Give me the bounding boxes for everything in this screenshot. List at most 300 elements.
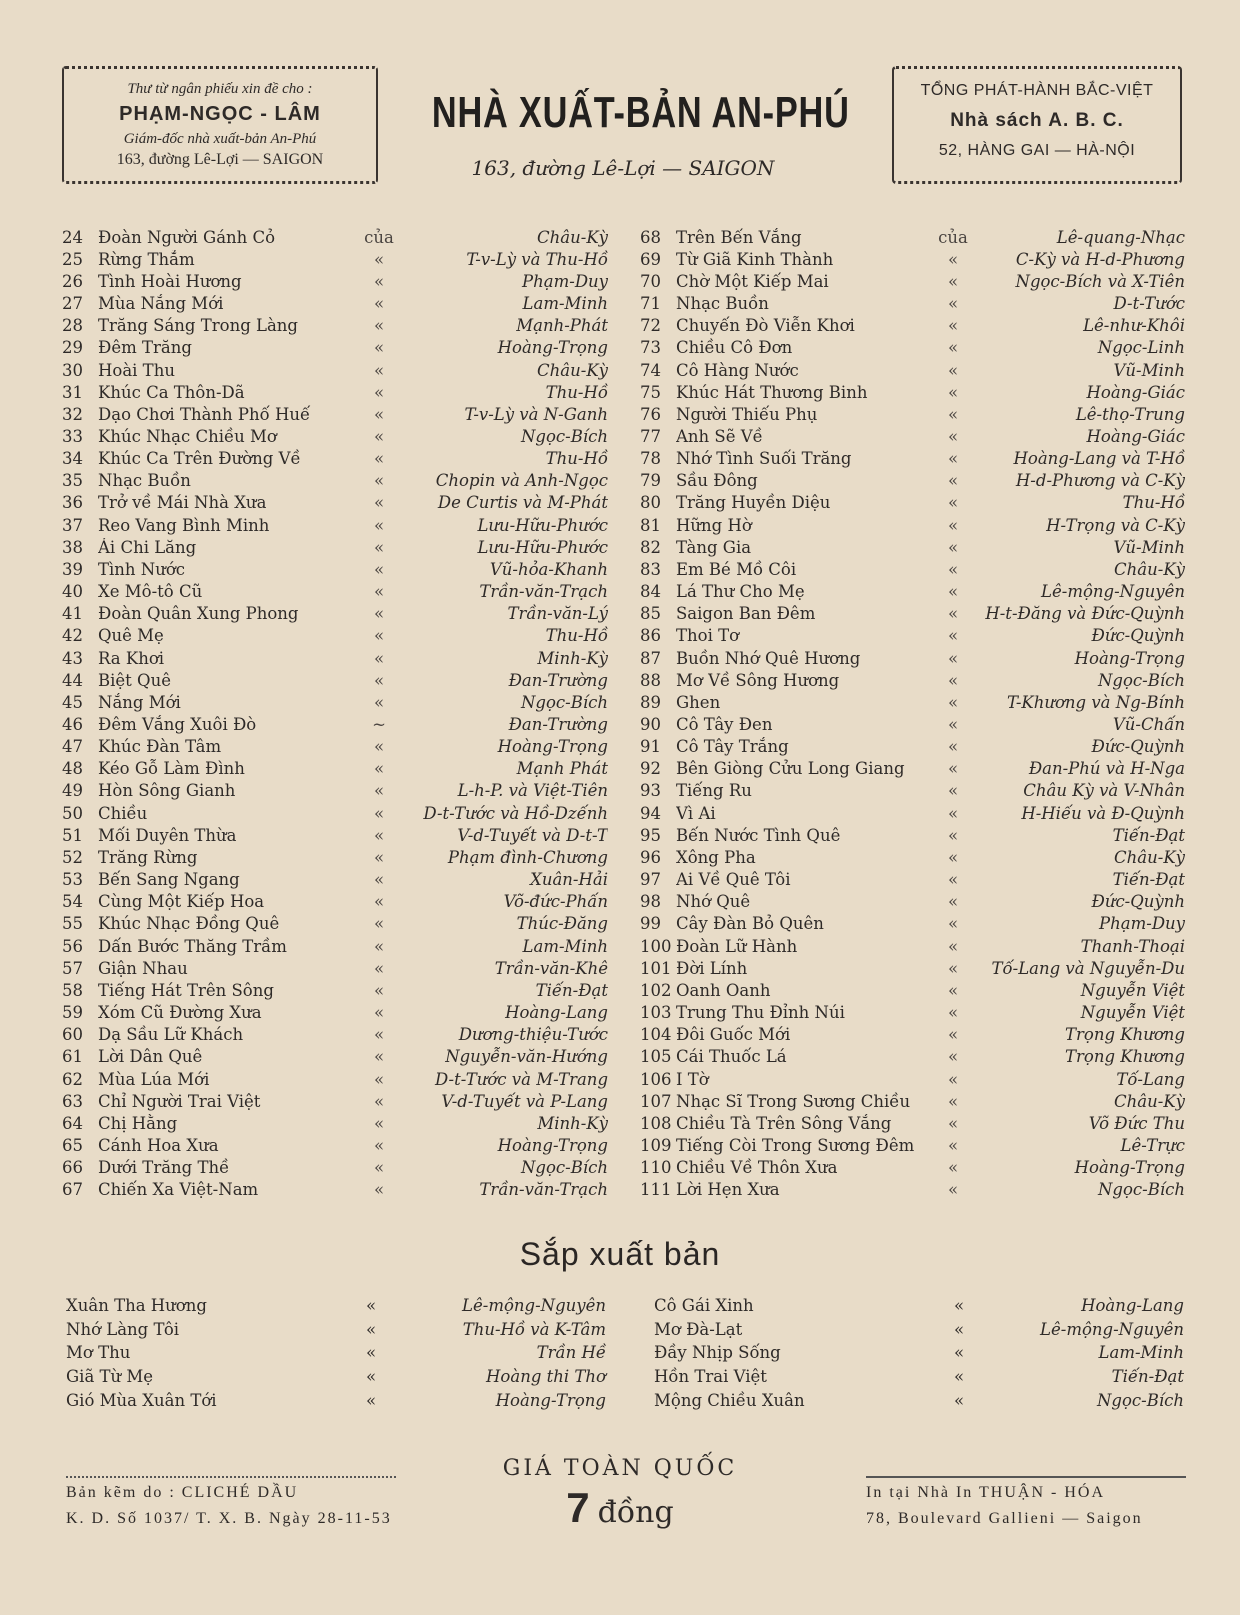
song-number: 83	[640, 559, 661, 579]
song-number: 36	[62, 493, 83, 513]
song-number: 52	[62, 847, 83, 867]
song-number: 103	[640, 1003, 672, 1023]
box-left-name: PHẠM-NGỌC - LÂM	[119, 103, 321, 125]
attribution-mark: «	[947, 604, 959, 624]
attribution-mark: «	[373, 1025, 385, 1045]
song-author: T-v-Lỳ và N-Ganh	[464, 404, 608, 424]
footer-right	[866, 1476, 1186, 1532]
song-number: 85	[640, 604, 661, 624]
attribution-mark: «	[947, 958, 959, 978]
song-row	[640, 581, 1185, 603]
song-title: Đoàn Lữ Hành	[676, 936, 798, 956]
attribution-mark: «	[947, 626, 959, 646]
upcoming-author: Lê-mộng-Nguyên	[462, 1296, 606, 1316]
song-author: De Curtis và M-Phát	[437, 493, 608, 513]
song-title: Ải Chi Lăng	[98, 537, 197, 557]
song-row	[62, 846, 608, 868]
song-number: 48	[62, 759, 83, 779]
box-right-line1: TỔNG PHÁT-HÀNH BẮC-VIỆT	[920, 82, 1154, 99]
song-list-left	[62, 226, 608, 1201]
attribution-mark: «	[947, 715, 959, 735]
upcoming-row	[66, 1341, 606, 1365]
song-number: 50	[62, 803, 83, 823]
song-author: H-t-Đăng và Đức-Quỳnh	[985, 604, 1185, 624]
song-row	[640, 558, 1185, 580]
song-number: 24	[62, 227, 83, 247]
song-row	[62, 957, 608, 979]
song-number: 27	[62, 294, 83, 314]
song-author: H-Trọng và C-Kỳ	[1046, 515, 1185, 535]
upcoming-author: Trần Hề	[536, 1343, 606, 1363]
song-author: Ngọc-Bích	[520, 1158, 608, 1178]
song-row	[62, 758, 608, 780]
attribution-mark: «	[947, 1069, 959, 1089]
song-number: 91	[640, 737, 661, 757]
song-number: 63	[62, 1091, 83, 1111]
upcoming-row	[654, 1294, 1184, 1318]
song-row	[640, 470, 1185, 492]
song-row	[62, 536, 608, 558]
song-author: Châu Kỳ và V-Nhân	[1023, 781, 1185, 801]
box-left-line1: Thư từ ngân phiếu xin đề cho :	[127, 81, 313, 97]
song-row	[640, 625, 1185, 647]
box-right-name: Nhà sách A. B. C.	[950, 110, 1124, 131]
song-title: Chiều Cô Đơn	[676, 338, 793, 358]
song-number: 31	[62, 382, 83, 402]
song-number: 74	[640, 360, 661, 380]
song-list-right	[640, 226, 1185, 1201]
attribution-mark: «	[947, 338, 959, 358]
song-title: Khúc Ca Thôn-Dã	[98, 382, 245, 402]
song-title: Đêm Vắng Xuôi Đò	[98, 715, 257, 735]
upcoming-row	[654, 1318, 1184, 1342]
song-title: Lời Hẹn Xưa	[676, 1180, 780, 1200]
attribution-mark: «	[373, 559, 385, 579]
song-row	[62, 1024, 608, 1046]
song-number: 32	[62, 404, 83, 424]
song-title: Chiều Tà Trên Sông Vắng	[676, 1113, 892, 1133]
song-author: Phạm đình-Chương	[447, 847, 608, 867]
attribution-mark: «	[373, 936, 385, 956]
attribution-mark: «	[947, 582, 959, 602]
song-title: Nắng Mới	[98, 692, 181, 712]
song-title: Chiều	[98, 803, 148, 823]
song-author: Ngọc-Bích và X-Tiên	[1015, 271, 1185, 291]
footer-printer-address: 78, Boulevard Gallieni — Saigon	[866, 1510, 1143, 1527]
attribution-mark: «	[947, 449, 959, 469]
song-number: 67	[62, 1180, 83, 1200]
attribution-mark: «	[947, 271, 959, 291]
song-author: Trọng Khương	[1065, 1047, 1185, 1067]
box-left-line3: Giám-đốc nhà xuất-bản An-Phú	[123, 131, 317, 147]
song-number: 58	[62, 980, 83, 1000]
attribution-mark: «	[947, 559, 959, 579]
song-row	[62, 425, 608, 447]
upcoming-title: Đầy Nhịp Sống	[654, 1343, 781, 1363]
song-row	[640, 979, 1185, 1001]
song-title: Reo Vang Bình Minh	[98, 515, 270, 535]
attribution-mark: «	[373, 648, 385, 668]
upcoming-title: Mộng Chiều Xuân	[654, 1390, 805, 1410]
song-row	[62, 492, 608, 514]
song-title: Khúc Đàn Tâm	[98, 737, 222, 757]
song-row	[62, 1157, 608, 1179]
price-unit: đồng	[597, 1495, 674, 1530]
song-row	[640, 315, 1185, 337]
song-author: Châu-Kỳ	[1114, 559, 1185, 579]
song-title: Ghen	[676, 692, 721, 712]
attribution-mark: của	[364, 227, 394, 247]
song-title: Trên Bến Vắng	[676, 227, 802, 247]
song-row	[62, 780, 608, 802]
attribution-mark: «	[373, 493, 385, 513]
attribution-mark: «	[373, 449, 385, 469]
song-author: Hoàng-Giác	[1086, 382, 1185, 402]
song-row	[640, 381, 1185, 403]
song-author: Nguyễn Việt	[1080, 980, 1185, 1000]
song-title: Chờ Một Kiếp Mai	[676, 271, 829, 291]
attribution-mark: «	[373, 803, 385, 823]
song-row	[62, 1046, 608, 1068]
song-title: Nhớ Quê	[676, 892, 751, 912]
price	[420, 1484, 820, 1532]
song-number: 104	[640, 1025, 672, 1045]
upcoming-row	[654, 1341, 1184, 1365]
song-number: 111	[640, 1180, 672, 1200]
song-row	[62, 935, 608, 957]
song-number: 38	[62, 537, 83, 557]
song-row	[62, 1112, 608, 1134]
song-number: 79	[640, 471, 661, 491]
song-title: Cô Hàng Nước	[676, 360, 799, 380]
attribution-mark: «	[365, 1390, 377, 1410]
song-title: Dạo Chơi Thành Phố Huế	[98, 404, 311, 424]
song-title: Đôi Guốc Mới	[676, 1025, 791, 1045]
song-author: Châu-Kỳ	[1114, 1091, 1185, 1111]
song-row	[640, 647, 1185, 669]
song-title: Chỉ Người Trai Việt	[98, 1091, 261, 1111]
song-title: Hoài Thu	[98, 360, 175, 380]
song-author: Trọng Khương	[1065, 1025, 1185, 1045]
attribution-mark: «	[947, 471, 959, 491]
song-row	[640, 935, 1185, 957]
attribution-mark: «	[365, 1367, 377, 1387]
song-row	[640, 846, 1185, 868]
song-author: Trần-văn-Lý	[507, 604, 608, 624]
song-author: Vũ-Chấn	[1112, 715, 1185, 735]
attribution-mark: «	[953, 1296, 965, 1316]
attribution-mark: «	[947, 737, 959, 757]
attribution-mark: «	[947, 382, 959, 402]
song-number: 34	[62, 449, 83, 469]
song-number: 25	[62, 249, 83, 269]
song-row	[640, 492, 1185, 514]
song-row	[62, 1179, 608, 1201]
song-title: Cái Thuốc Lá	[676, 1047, 787, 1067]
upcoming-author: Hoàng thi Thơ	[486, 1367, 606, 1387]
price-label: GIÁ TOÀN QUỐC	[502, 1456, 738, 1481]
song-author: Vũ-hỏa-Khanh	[489, 559, 608, 579]
song-author: Đức-Quỳnh	[1091, 892, 1185, 912]
song-row	[62, 558, 608, 580]
song-number: 43	[62, 648, 83, 668]
song-number: 56	[62, 936, 83, 956]
song-number: 96	[640, 847, 661, 867]
upcoming-list-left	[66, 1294, 606, 1412]
song-author: Ngọc-Bích	[1097, 670, 1185, 690]
song-row	[62, 315, 608, 337]
attribution-mark: «	[373, 426, 385, 446]
song-number: 101	[640, 958, 672, 978]
song-row	[62, 337, 608, 359]
attribution-mark: «	[373, 781, 385, 801]
attribution-mark: ~	[372, 715, 386, 735]
song-number: 109	[640, 1135, 672, 1155]
song-title: Bến Nước Tình Quê	[676, 825, 841, 845]
attribution-mark: «	[947, 1025, 959, 1045]
attribution-mark: «	[947, 1003, 959, 1023]
song-author: Lê-quang-Nhạc	[1056, 227, 1185, 247]
song-row	[62, 824, 608, 846]
song-row	[640, 403, 1185, 425]
attribution-mark: của	[938, 227, 968, 247]
song-title: Cô Tây Đen	[676, 715, 773, 735]
box-right-line3: 52, HÀNG GAI — HÀ-NỘI	[938, 142, 1136, 159]
attribution-mark: «	[947, 870, 959, 890]
song-number: 69	[640, 249, 661, 269]
song-author: Châu-Kỳ	[537, 227, 608, 247]
song-title: Dưới Trăng Thề	[98, 1158, 230, 1178]
song-number: 106	[640, 1069, 672, 1089]
song-author: Hoàng-Trọng	[497, 338, 608, 358]
song-number: 66	[62, 1158, 83, 1178]
attribution-mark: «	[373, 670, 385, 690]
song-title: Đoàn Quân Xung Phong	[98, 604, 299, 624]
song-author: Lam-Minh	[522, 936, 608, 956]
footer-permit: K. D. Số 1037/ T. X. B. Ngày 28-11-53	[66, 1510, 392, 1527]
attribution-mark: «	[953, 1343, 965, 1363]
song-author: Hoàng-Trọng	[1074, 648, 1185, 668]
song-number: 33	[62, 426, 83, 446]
song-row	[640, 713, 1185, 735]
attribution-mark: «	[947, 537, 959, 557]
song-row	[640, 802, 1185, 824]
song-author: C-Kỳ và H-d-Phương	[1015, 249, 1185, 269]
song-number: 80	[640, 493, 661, 513]
attribution-mark: «	[953, 1367, 965, 1387]
song-row	[62, 581, 608, 603]
song-row	[62, 292, 608, 314]
song-row	[640, 1157, 1185, 1179]
song-title: Quê Mẹ	[98, 626, 164, 646]
attribution-mark: «	[373, 980, 385, 1000]
song-number: 54	[62, 892, 83, 912]
song-title: Từ Giã Kinh Thành	[676, 249, 834, 269]
song-author: Châu-Kỳ	[1114, 847, 1185, 867]
song-title: Mùa Nắng Mới	[98, 294, 224, 314]
song-title: Trăng Sáng Trong Làng	[98, 316, 298, 336]
song-title: Biệt Quê	[98, 670, 171, 690]
song-number: 39	[62, 559, 83, 579]
song-row	[640, 669, 1185, 691]
song-number: 90	[640, 715, 661, 735]
upcoming-title: Mơ Đà-Lạt	[654, 1319, 743, 1339]
song-title: Đêm Trăng	[98, 338, 192, 358]
song-row	[62, 470, 608, 492]
song-number: 29	[62, 338, 83, 358]
song-number: 30	[62, 360, 83, 380]
upcoming-title: Hồn Trai Việt	[654, 1367, 767, 1387]
song-title: Rừng Thẳm	[98, 249, 195, 269]
song-number: 44	[62, 670, 83, 690]
song-title: Tiếng Còi Trong Sương Đêm	[676, 1135, 915, 1155]
song-number: 88	[640, 670, 661, 690]
song-author: Lê-Trực	[1120, 1135, 1185, 1155]
song-title: Lời Dân Quê	[98, 1047, 203, 1067]
song-row	[62, 1090, 608, 1112]
song-title: Chiều Về Thôn Xưa	[676, 1158, 838, 1178]
attribution-mark: «	[947, 426, 959, 446]
upcoming-heading: Sắp xuất bản	[519, 1236, 721, 1272]
song-author: Vũ-Minh	[1113, 360, 1185, 380]
upcoming-row	[654, 1365, 1184, 1389]
attribution-mark: «	[947, 1180, 959, 1200]
song-row	[62, 691, 608, 713]
song-author: Dương-thiệu-Tước	[458, 1025, 608, 1045]
footer-printer: In tại Nhà In THUẬN - HÓA	[866, 1484, 1105, 1501]
attribution-mark: «	[373, 471, 385, 491]
song-author: Hoàng-Trọng	[497, 737, 608, 757]
song-title: Tiếng Hát Trên Sông	[98, 980, 274, 1000]
attribution-mark: «	[947, 1113, 959, 1133]
song-row	[640, 891, 1185, 913]
song-author: Vũ-Minh	[1113, 537, 1185, 557]
song-row	[62, 625, 608, 647]
song-number: 64	[62, 1113, 83, 1133]
song-number: 97	[640, 870, 661, 890]
song-number: 62	[62, 1069, 83, 1089]
song-author: Minh-Kỳ	[537, 648, 608, 668]
song-title: Mùa Lúa Mới	[98, 1069, 210, 1089]
song-row	[640, 824, 1185, 846]
attribution-mark: «	[947, 781, 959, 801]
attribution-mark: «	[373, 515, 385, 535]
song-title: Tiếng Ru	[676, 781, 752, 801]
song-row	[62, 669, 608, 691]
attribution-mark: «	[373, 626, 385, 646]
attribution-mark: «	[373, 847, 385, 867]
song-row	[640, 957, 1185, 979]
song-row	[62, 1001, 608, 1023]
song-row	[640, 1001, 1185, 1023]
song-author: T-v-Lỳ và Thu-Hồ	[466, 249, 608, 269]
song-author: Thanh-Thoại	[1080, 936, 1185, 956]
song-number: 99	[640, 914, 661, 934]
footer-engraving: Bản kẽm do : CLICHÉ DẦU	[66, 1484, 299, 1501]
song-title: Tàng Gia	[676, 537, 752, 557]
song-author: Tiến-Đạt	[1112, 825, 1185, 845]
song-title: Dấn Bước Thăng Trầm	[98, 936, 287, 956]
song-row	[62, 913, 608, 935]
attribution-mark: «	[373, 294, 385, 314]
song-number: 92	[640, 759, 661, 779]
song-number: 61	[62, 1047, 83, 1067]
song-author: Thu-Hồ	[1122, 493, 1185, 513]
song-row	[62, 891, 608, 913]
attribution-mark: «	[373, 537, 385, 557]
attribution-mark: «	[947, 1135, 959, 1155]
upcoming-list-right	[654, 1294, 1184, 1412]
footer-left	[66, 1476, 396, 1532]
song-author: Nguyễn Việt	[1080, 1003, 1185, 1023]
song-row	[62, 381, 608, 403]
attribution-mark: «	[373, 1047, 385, 1067]
upcoming-row	[66, 1365, 606, 1389]
attribution-mark: «	[947, 1158, 959, 1178]
box-left-line4: 163, đường Lê-Lợi — SAIGON	[116, 151, 324, 168]
attribution-mark: «	[373, 1180, 385, 1200]
song-author: Châu-Kỳ	[537, 360, 608, 380]
attribution-mark: «	[373, 759, 385, 779]
song-row	[62, 603, 608, 625]
song-row	[640, 1134, 1185, 1156]
song-row	[640, 448, 1185, 470]
song-number: 40	[62, 582, 83, 602]
song-number: 84	[640, 582, 661, 602]
song-author: V-d-Tuyết và P-Lang	[441, 1091, 608, 1111]
song-author: Lam-Minh	[522, 294, 608, 314]
song-title: Dạ Sầu Lữ Khách	[98, 1025, 244, 1045]
page-title: NHÀ XUẤT-BẢN AN-PHÚ	[431, 88, 850, 137]
song-title: Em Bé Mồ Côi	[676, 559, 797, 579]
song-number: 26	[62, 271, 83, 291]
song-number: 76	[640, 404, 661, 424]
upcoming-title: Giã Từ Mẹ	[66, 1367, 154, 1387]
song-author: Võ Đức Thu	[1088, 1113, 1185, 1133]
song-author: Hoàng-Giác	[1086, 426, 1185, 446]
song-title: Mơ Về Sông Hương	[676, 670, 840, 690]
attribution-mark: «	[373, 249, 385, 269]
attribution-mark: «	[373, 737, 385, 757]
attribution-mark: «	[373, 404, 385, 424]
song-author: H-d-Phương và C-Kỳ	[1015, 471, 1185, 491]
attribution-mark: «	[373, 271, 385, 291]
song-row	[62, 359, 608, 381]
song-row	[640, 292, 1185, 314]
song-number: 37	[62, 515, 83, 535]
attribution-mark: «	[947, 936, 959, 956]
attribution-mark: «	[947, 249, 959, 269]
song-number: 45	[62, 692, 83, 712]
song-title: Bên Giòng Cửu Long Giang	[676, 759, 905, 779]
upcoming-author: Ngọc-Bích	[1096, 1390, 1184, 1410]
song-number: 107	[640, 1091, 672, 1111]
song-number: 110	[640, 1158, 672, 1178]
song-row	[640, 1046, 1185, 1068]
song-number: 35	[62, 471, 83, 491]
song-number: 49	[62, 781, 83, 801]
song-number: 94	[640, 803, 661, 823]
song-author: Phạm-Duy	[1099, 914, 1185, 934]
attribution-mark: «	[373, 1113, 385, 1133]
song-author: Thu-Hồ	[545, 626, 608, 646]
attribution-mark: «	[373, 582, 385, 602]
song-title: Khúc Nhạc Chiều Mơ	[98, 426, 277, 446]
attribution-mark: «	[365, 1319, 377, 1339]
song-row	[640, 1024, 1185, 1046]
attribution-mark: «	[373, 360, 385, 380]
upcoming-author: Lam-Minh	[1098, 1343, 1184, 1363]
